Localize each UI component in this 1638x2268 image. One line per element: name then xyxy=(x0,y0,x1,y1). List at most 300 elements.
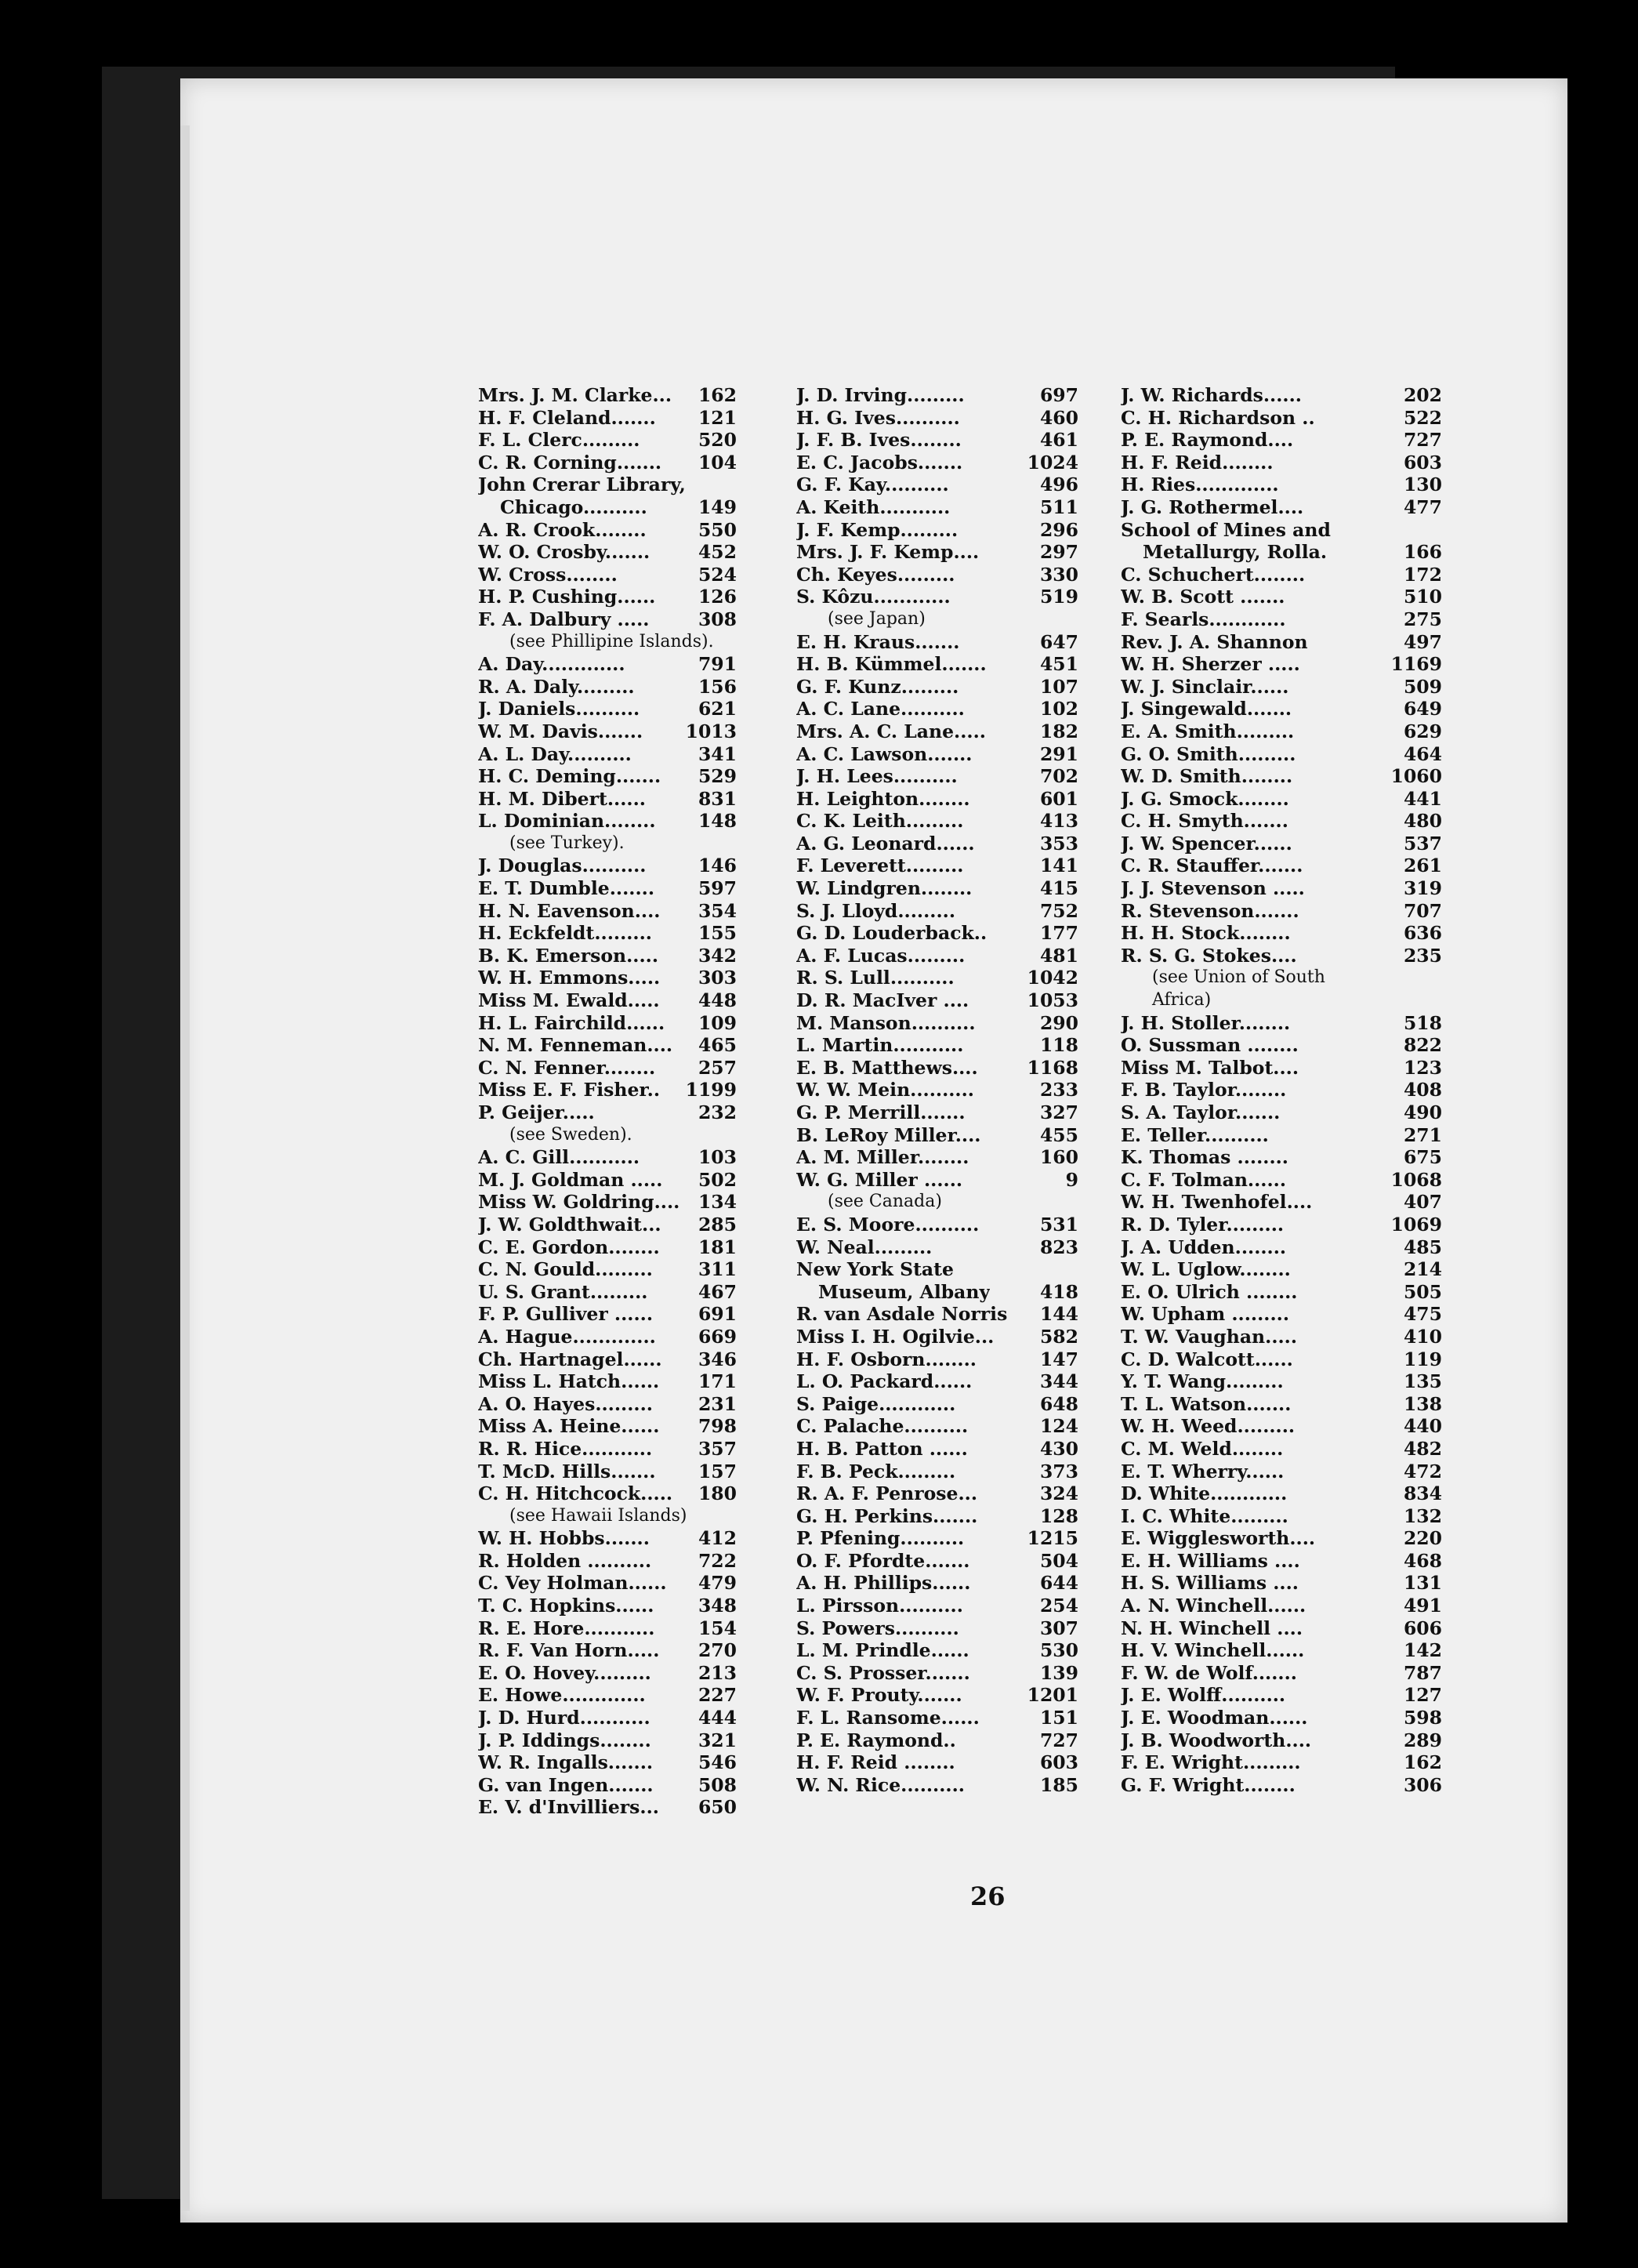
entry-name: Mrs. J. M. Clarke... xyxy=(478,384,672,406)
entry-name: C. K. Leith......... xyxy=(796,810,964,833)
entry-name: F. L. Clerc......... xyxy=(478,429,640,452)
entry-name: H. N. Eavenson.... xyxy=(478,899,661,922)
index-entry xyxy=(1121,519,1442,542)
index-entry xyxy=(796,1303,1078,1326)
entry-name: W. R. Ingalls....... xyxy=(478,1751,654,1774)
entry-page: 490 xyxy=(1403,1101,1442,1123)
entry-name: John Crerar Library, xyxy=(478,474,686,496)
entry-name: Miss W. Goldring.... xyxy=(478,1191,680,1214)
entry-name: K. Thomas ........ xyxy=(1121,1146,1288,1169)
index-entry xyxy=(1121,855,1442,877)
index-entry xyxy=(478,608,737,631)
entry-page: 180 xyxy=(698,1482,737,1505)
index-entry xyxy=(1121,564,1442,586)
entry-page: 324 xyxy=(1039,1482,1078,1505)
entry-page: 261 xyxy=(1403,855,1442,877)
index-entry xyxy=(478,1034,737,1057)
index-note: Africa) xyxy=(1152,990,1212,1011)
entry-name: J. J. Stevenson ..... xyxy=(1121,877,1305,900)
entry-name: C. E. Gordon........ xyxy=(478,1236,660,1258)
index-entry xyxy=(796,967,1078,989)
entry-page: 1215 xyxy=(1027,1527,1078,1550)
index-entry xyxy=(796,1461,1078,1483)
entry-name: J. G. Rothermel.... xyxy=(1121,495,1304,518)
entry-name: Mrs. J. F. Kemp.... xyxy=(796,541,980,564)
entry-page: 408 xyxy=(1403,1079,1442,1101)
entry-page: 485 xyxy=(1403,1236,1442,1258)
entry-page: 601 xyxy=(1039,787,1078,810)
entry-page: 162 xyxy=(698,384,737,406)
entry-page: 822 xyxy=(1403,1034,1442,1057)
index-entry xyxy=(796,541,1078,564)
index-entry xyxy=(1121,1281,1442,1304)
index-entry xyxy=(478,1684,737,1707)
index-entry xyxy=(478,1662,737,1685)
entry-name: S. Paige............ xyxy=(796,1392,956,1415)
entry-page: 1069 xyxy=(1390,1213,1442,1236)
entry-name: H. G. Ives.......... xyxy=(796,406,960,429)
entry-page: 697 xyxy=(1039,384,1078,406)
entry-page: 124 xyxy=(1039,1415,1078,1438)
entry-name: R. R. Hice........... xyxy=(478,1437,653,1460)
entry-name: A. L. Day.......... xyxy=(478,742,632,765)
entry-page: 530 xyxy=(1039,1639,1078,1662)
index-entry xyxy=(478,384,737,407)
entry-name: A. G. Leonard...... xyxy=(796,832,975,855)
index-entry xyxy=(478,1729,737,1752)
entry-name: G. P. Merrill....... xyxy=(796,1101,966,1123)
entry-page: 477 xyxy=(1403,495,1442,518)
index-entry xyxy=(1121,1034,1442,1057)
entry-name: F. A. Dalbury ..... xyxy=(478,608,650,630)
index-entry xyxy=(478,1101,737,1124)
entry-page: 154 xyxy=(698,1617,737,1639)
entry-name: C. N. Gould......... xyxy=(478,1258,653,1281)
index-entry xyxy=(796,653,1078,676)
page-number: 26 xyxy=(970,1882,1006,1911)
entry-name: H. Eckfeldt......... xyxy=(478,922,652,945)
entry-page: 502 xyxy=(698,1168,737,1191)
entry-name: J. P. Iddings........ xyxy=(478,1729,651,1751)
index-entry xyxy=(796,810,1078,833)
entry-name: E. A. Smith......... xyxy=(1121,720,1295,742)
entry-name: E. O. Ulrich ........ xyxy=(1121,1280,1298,1303)
entry-name: New York State xyxy=(796,1258,954,1281)
index-entry xyxy=(1121,1482,1442,1505)
entry-page: 160 xyxy=(1039,1146,1078,1169)
entry-name: J. Daniels.......... xyxy=(478,698,640,720)
index-entry xyxy=(478,945,737,967)
index-entry xyxy=(1121,1415,1442,1438)
entry-name: A. O. Hayes......... xyxy=(478,1392,653,1415)
entry-page: 341 xyxy=(698,742,737,765)
entry-name: C. M. Weld........ xyxy=(1121,1437,1284,1460)
index-entry xyxy=(478,1281,737,1304)
entry-name: R. van Asdale Norris xyxy=(796,1303,1008,1326)
entry-page: 171 xyxy=(698,1370,737,1393)
entry-page: 546 xyxy=(698,1751,737,1774)
entry-name: B. K. Emerson..... xyxy=(478,944,659,967)
entry-page: 603 xyxy=(1039,1751,1078,1774)
entry-page: 121 xyxy=(698,406,737,429)
entry-name: E. S. Moore.......... xyxy=(796,1213,980,1236)
entry-page: 303 xyxy=(698,967,737,989)
index-entry xyxy=(1121,586,1442,608)
entry-page: 464 xyxy=(1403,742,1442,765)
entry-page: 461 xyxy=(1039,429,1078,452)
entry-name: G. H. Perkins....... xyxy=(796,1504,978,1527)
entry-page: 139 xyxy=(1039,1661,1078,1684)
index-entry xyxy=(1121,429,1442,452)
entry-page: 132 xyxy=(1403,1504,1442,1527)
entry-name: J. D. Hurd........... xyxy=(478,1707,650,1729)
entry-name: A. C. Lane.......... xyxy=(796,698,965,720)
entry-page: 1168 xyxy=(1027,1056,1078,1079)
index-entry xyxy=(1121,653,1442,676)
index-entry xyxy=(796,877,1078,900)
entry-page: 182 xyxy=(1039,720,1078,742)
entry-page: 505 xyxy=(1403,1280,1442,1303)
entry-page: 146 xyxy=(698,855,737,877)
index-entry xyxy=(478,1057,737,1080)
entry-name: W. H. Emmons..... xyxy=(478,967,661,989)
index-entry xyxy=(796,586,1078,608)
entry-page: 289 xyxy=(1403,1729,1442,1751)
index-entry xyxy=(478,1326,737,1348)
index-entry xyxy=(796,1101,1078,1124)
entry-page: 798 xyxy=(698,1415,737,1438)
index-entry xyxy=(1121,1214,1442,1236)
index-entry xyxy=(796,1079,1078,1101)
entry-name: J. H. Stoller........ xyxy=(1121,1011,1291,1034)
index-entry xyxy=(1121,1101,1442,1124)
entry-page: 479 xyxy=(698,1572,737,1595)
entry-page: 636 xyxy=(1403,922,1442,945)
entry-page: 156 xyxy=(698,675,737,698)
index-entry xyxy=(1121,631,1442,654)
entry-page: 1201 xyxy=(1027,1684,1078,1707)
entry-page: 118 xyxy=(1039,1034,1078,1057)
entry-page: 722 xyxy=(698,1549,737,1572)
index-entry xyxy=(478,1751,737,1774)
entry-page: 271 xyxy=(1403,1123,1442,1146)
index-entry xyxy=(796,1169,1078,1192)
entry-page: 1169 xyxy=(1390,653,1442,676)
index-entry xyxy=(478,1214,737,1236)
entry-name: E. T. Dumble....... xyxy=(478,877,655,900)
entry-name: M. J. Goldman ..... xyxy=(478,1168,663,1191)
index-entry xyxy=(478,788,737,811)
entry-name: P. E. Raymond.. xyxy=(796,1729,956,1751)
entry-name: R. E. Hore........... xyxy=(478,1617,655,1639)
entry-name: A. R. Crook........ xyxy=(478,518,647,541)
entry-name: A. M. Miller........ xyxy=(796,1146,969,1169)
entry-page: 465 xyxy=(698,1034,737,1057)
index-entry xyxy=(478,1572,737,1595)
index-entry xyxy=(1121,1057,1442,1080)
entry-page: 214 xyxy=(1403,1258,1442,1281)
index-entry xyxy=(478,989,737,1012)
entry-page: 472 xyxy=(1403,1460,1442,1482)
index-entry xyxy=(1121,1550,1442,1573)
entry-page: 597 xyxy=(698,877,737,900)
index-note: (see Union of South xyxy=(1152,967,1325,988)
entry-page: 603 xyxy=(1403,451,1442,474)
entry-name: A. Keith........... xyxy=(796,495,951,518)
entry-name: J. Douglas.......... xyxy=(478,855,647,877)
index-entry xyxy=(1121,541,1442,564)
entry-name: E. C. Jacobs....... xyxy=(796,451,963,474)
index-entry xyxy=(796,1617,1078,1640)
index-entry xyxy=(478,496,737,519)
entry-name: S. A. Taylor....... xyxy=(1121,1101,1281,1123)
entry-page: 348 xyxy=(698,1595,737,1617)
entry-name: R. S. G. Stokes.... xyxy=(1121,944,1297,967)
entry-page: 475 xyxy=(1403,1303,1442,1326)
index-entry xyxy=(796,496,1078,519)
entry-page: 430 xyxy=(1039,1437,1078,1460)
entry-page: 1013 xyxy=(685,720,737,742)
entry-page: 119 xyxy=(1403,1348,1442,1370)
entry-name: F. Leverett......... xyxy=(796,855,964,877)
entry-name: Mrs. A. C. Lane..... xyxy=(796,720,986,742)
entry-page: 162 xyxy=(1403,1751,1442,1774)
entry-name: O. F. Pfordte....... xyxy=(796,1549,970,1572)
entry-name: F. E. Wright......... xyxy=(1121,1751,1301,1774)
index-entry xyxy=(796,1662,1078,1685)
entry-page: 455 xyxy=(1039,1123,1078,1146)
entry-name: G. F. Kunz......... xyxy=(796,675,959,698)
entry-name: W. D. Smith........ xyxy=(1121,765,1293,788)
entry-name: H. L. Fairchild...... xyxy=(478,1011,665,1034)
entry-name: W. W. Mein.......... xyxy=(796,1079,974,1101)
index-entry xyxy=(1121,1461,1442,1483)
entry-name: W. N. Rice.......... xyxy=(796,1773,965,1796)
entry-name: E. O. Hovey......... xyxy=(478,1661,651,1684)
entry-name: Miss M. Ewald..... xyxy=(478,989,660,1012)
entry-page: 621 xyxy=(698,698,737,720)
index-entry xyxy=(1121,1438,1442,1461)
index-entry xyxy=(1121,1774,1442,1797)
index-entry xyxy=(1121,900,1442,923)
index-entry xyxy=(1121,1684,1442,1707)
index-entry xyxy=(478,564,737,586)
entry-page: 752 xyxy=(1039,899,1078,922)
entry-page: 285 xyxy=(698,1213,737,1236)
entry-page: 346 xyxy=(698,1348,737,1370)
entry-page: 496 xyxy=(1039,474,1078,496)
entry-page: 147 xyxy=(1039,1348,1078,1370)
index-entry xyxy=(478,1550,737,1573)
entry-name: E. H. Williams .... xyxy=(1121,1549,1300,1572)
entry-name: Y. T. Wang......... xyxy=(1121,1370,1284,1393)
entry-page: 104 xyxy=(698,451,737,474)
entry-name: C. R. Stauffer....... xyxy=(1121,855,1303,877)
entry-name: M. Manson.......... xyxy=(796,1011,976,1034)
entry-name: S. Kôzu............ xyxy=(796,586,951,608)
entry-name: C. Schuchert........ xyxy=(1121,563,1306,586)
index-entry xyxy=(1121,698,1442,720)
entry-page: 354 xyxy=(698,899,737,922)
entry-page: 185 xyxy=(1039,1773,1078,1796)
index-entry xyxy=(1121,1662,1442,1685)
entry-page: 481 xyxy=(1039,944,1078,967)
entry-name: W. H. Twenhofel.... xyxy=(1121,1191,1313,1214)
entry-page: 418 xyxy=(1039,1280,1078,1303)
index-entry xyxy=(796,1258,1078,1281)
entry-page: 149 xyxy=(698,495,737,518)
entry-page: 1068 xyxy=(1390,1168,1442,1191)
index-entry xyxy=(796,1684,1078,1707)
index-entry xyxy=(478,1482,737,1505)
index-entry xyxy=(796,945,1078,967)
entry-name: C. Vey Holman...... xyxy=(478,1572,667,1595)
entry-page: 231 xyxy=(698,1392,737,1415)
index-entry xyxy=(1121,1751,1442,1774)
entry-name: A. F. Lucas......... xyxy=(796,944,966,967)
entry-name: W. J. Sinclair...... xyxy=(1121,675,1289,698)
entry-page: 142 xyxy=(1403,1639,1442,1662)
entry-name: A. N. Winchell...... xyxy=(1121,1595,1306,1617)
entry-page: 529 xyxy=(698,765,737,788)
index-entry xyxy=(796,1326,1078,1348)
entry-page xyxy=(727,474,737,496)
index-entry xyxy=(796,474,1078,496)
entry-page: 1042 xyxy=(1027,967,1078,989)
entry-page: 306 xyxy=(1403,1773,1442,1796)
index-entry xyxy=(1121,407,1442,430)
index-entry xyxy=(1121,810,1442,833)
entry-name: R. A. Daly......... xyxy=(478,675,635,698)
index-entry xyxy=(478,1079,737,1101)
entry-page: 510 xyxy=(1403,586,1442,608)
entry-page: 598 xyxy=(1403,1707,1442,1729)
entry-name: H. Ries............. xyxy=(1121,474,1279,496)
entry-name: W. G. Miller ...... xyxy=(796,1168,963,1191)
index-note: (see Turkey). xyxy=(509,833,625,853)
entry-name: W. O. Crosby....... xyxy=(478,541,650,564)
entry-name: C. F. Tolman...... xyxy=(1121,1168,1286,1191)
entry-page: 138 xyxy=(1403,1392,1442,1415)
entry-name: H. F. Osborn........ xyxy=(796,1348,977,1370)
entry-name: S. Powers.......... xyxy=(796,1617,959,1639)
entry-name: P. Geijer..... xyxy=(478,1101,595,1123)
entry-page: 9 xyxy=(1065,1168,1078,1191)
index-entry xyxy=(796,765,1078,788)
index-entry xyxy=(1121,1595,1442,1617)
index-entry xyxy=(478,1012,737,1035)
entry-name: J. Singewald....... xyxy=(1121,698,1292,720)
entry-page: 508 xyxy=(698,1773,737,1796)
index-entry xyxy=(1121,676,1442,699)
index-note: (see Phillipine Islands). xyxy=(509,631,714,651)
index-entry xyxy=(796,407,1078,430)
entry-page: 131 xyxy=(1403,1572,1442,1595)
index-entry xyxy=(796,519,1078,542)
entry-name: L. O. Packard...... xyxy=(796,1370,973,1393)
entry-page xyxy=(1069,1258,1078,1281)
entry-page: 707 xyxy=(1403,899,1442,922)
entry-page: 451 xyxy=(1039,653,1078,676)
entry-page: 257 xyxy=(698,1056,737,1079)
entry-page: 107 xyxy=(1039,675,1078,698)
index-entry xyxy=(796,452,1078,474)
index-entry xyxy=(478,586,737,608)
entry-name: Rev. J. A. Shannon xyxy=(1121,630,1308,653)
entry-page: 519 xyxy=(1039,586,1078,608)
index-entry xyxy=(1121,945,1442,967)
entry-name: J. B. Woodworth.... xyxy=(1121,1729,1312,1751)
entry-page: 480 xyxy=(1403,810,1442,833)
entry-name: W. H. Sherzer ..... xyxy=(1121,653,1300,676)
index-entry xyxy=(1121,1617,1442,1640)
index-entry xyxy=(1121,384,1442,407)
index-entry xyxy=(478,653,737,676)
entry-page: 102 xyxy=(1039,698,1078,720)
entry-name: C. N. Fenner........ xyxy=(478,1056,656,1079)
entry-page: 491 xyxy=(1403,1595,1442,1617)
entry-name: H. P. Cushing...... xyxy=(478,586,656,608)
index-entry xyxy=(478,1348,737,1371)
entry-name: Miss M. Talbot.... xyxy=(1121,1056,1299,1079)
entry-page: 702 xyxy=(1039,765,1078,788)
entry-name: N. H. Winchell .... xyxy=(1121,1617,1303,1639)
index-column-1 xyxy=(478,384,737,1819)
entry-name: I. C. White......... xyxy=(1121,1504,1288,1527)
entry-page: 518 xyxy=(1403,1011,1442,1034)
entry-page: 675 xyxy=(1403,1146,1442,1169)
entry-page: 127 xyxy=(1403,1684,1442,1707)
index-entry xyxy=(1121,474,1442,496)
entry-page: 270 xyxy=(698,1639,737,1662)
entry-page: 407 xyxy=(1403,1191,1442,1214)
index-entry xyxy=(796,676,1078,699)
index-entry xyxy=(478,676,737,699)
entry-name: E. B. Matthews.... xyxy=(796,1056,978,1079)
index-entry xyxy=(1121,1572,1442,1595)
entry-name: J. W. Richards...... xyxy=(1121,384,1302,406)
entry-page xyxy=(1433,519,1442,542)
index-entry xyxy=(478,1707,737,1729)
entry-name: R. F. Van Horn..... xyxy=(478,1639,660,1662)
index-entry xyxy=(478,900,737,923)
entry-name: Miss A. Heine...... xyxy=(478,1415,660,1438)
index-entry xyxy=(478,1169,737,1192)
entry-name: H. H. Stock........ xyxy=(1121,922,1291,945)
entry-name: P. Pfening.......... xyxy=(796,1527,965,1550)
index-entry xyxy=(796,1281,1078,1304)
entry-name: E. Wigglesworth.... xyxy=(1121,1527,1316,1550)
entry-name: R. A. F. Penrose... xyxy=(796,1482,978,1505)
index-entry xyxy=(796,922,1078,945)
index-entry xyxy=(1121,1639,1442,1662)
entry-name: Chicago.......... xyxy=(500,495,647,518)
entry-page: 649 xyxy=(1403,698,1442,720)
entry-name: Miss L. Hatch...... xyxy=(478,1370,660,1393)
entry-page: 629 xyxy=(1403,720,1442,742)
index-entry xyxy=(796,1124,1078,1147)
entry-page: 342 xyxy=(698,944,737,967)
entry-page: 468 xyxy=(1403,1549,1442,1572)
entry-name: G. van Ingen....... xyxy=(478,1773,654,1796)
index-entry xyxy=(1121,1348,1442,1371)
entry-page: 353 xyxy=(1039,832,1078,855)
entry-page: 130 xyxy=(1403,474,1442,496)
index-entry xyxy=(1121,720,1442,743)
index-entry xyxy=(796,1438,1078,1461)
index-note: (see Hawaii Islands) xyxy=(509,1505,687,1526)
entry-name: C. Palache.......... xyxy=(796,1415,969,1438)
